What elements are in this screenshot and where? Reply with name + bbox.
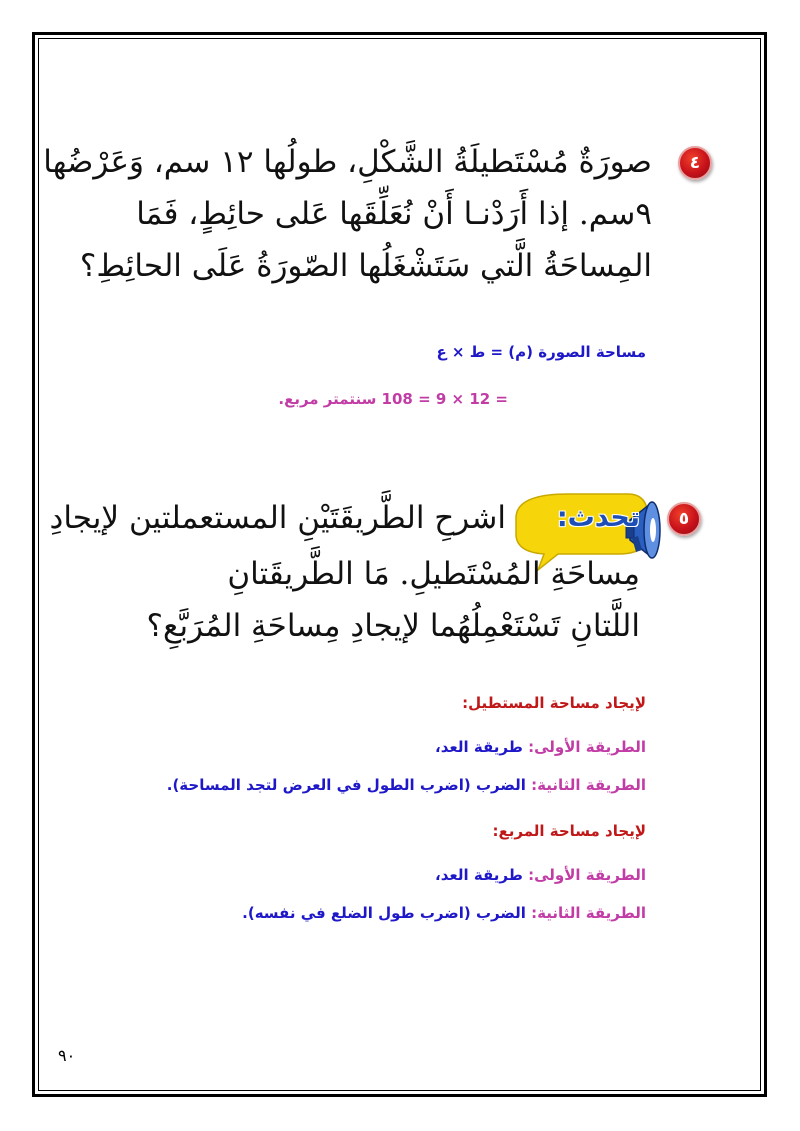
- square-method-2-label: الطريقة الثانية:: [531, 904, 646, 922]
- rect-area-heading: لإيجاد مساحة المستطيل:: [462, 694, 646, 712]
- question-4-line-1: صورَةٌ مُسْتَطيلَةُ الشَّكْلِ، طولُها ١٢ سم، وَعَرْضُها: [43, 144, 652, 180]
- square-method-2-value: الضرب (اضرب طول الضلع في نفسه).: [242, 904, 526, 922]
- square-method-1: [435, 866, 646, 884]
- square-method-1-label: الطريقة الأولى:: [528, 866, 646, 884]
- answer-4-formula: مساحة الصورة (م) = ط × ع: [436, 343, 646, 361]
- question-5-line-2: مِساحَةِ المُسْتَطيلِ. مَا الطَّريقَتانِ: [227, 556, 640, 592]
- rect-method-1-label: الطريقة الأولى:: [528, 738, 646, 756]
- page-number: ٩٠: [58, 1046, 76, 1065]
- rect-method-2: [167, 776, 646, 794]
- question-4-line-3: المِساحَةُ الَّتي سَتَشْغَلُها الصّورَةُ عَلَى الحائِطِ؟: [79, 248, 652, 284]
- question-4-line-2: ٩سم. إذا أَرَدْنـا أَنْ نُعَلِّقَها عَلى حائِطٍ، فَمَا: [136, 196, 652, 232]
- question-5-line-1: اشرحِ الطَّريقَتَيْنِ المستعملتين لإيجادِ: [49, 500, 506, 536]
- rect-method-2-label: الطريقة الثانية:: [531, 776, 646, 794]
- rect-method-1-value: طريقة العد،: [435, 738, 523, 756]
- talk-label: تحدث:: [556, 502, 640, 533]
- question-5-badge: ٥: [667, 502, 701, 536]
- square-method-1-value: طريقة العد،: [435, 866, 523, 884]
- square-area-heading: لإيجاد مساحة المربع:: [492, 822, 646, 840]
- rect-method-2-value: الضرب (اضرب الطول في العرض لتجد المساحة).: [166, 776, 526, 794]
- rect-method-1: [435, 738, 646, 756]
- question-5-line-3: اللَّتانِ تَسْتَعْمِلُهُما لإيجادِ مِساحَةِ المُرَبَّعِ؟: [146, 608, 640, 644]
- answer-4-calculation: = 12 × 9 = 108 سنتمتر مربع.: [278, 390, 508, 408]
- square-method-2: [242, 904, 646, 922]
- question-4-badge: ٤: [678, 146, 712, 180]
